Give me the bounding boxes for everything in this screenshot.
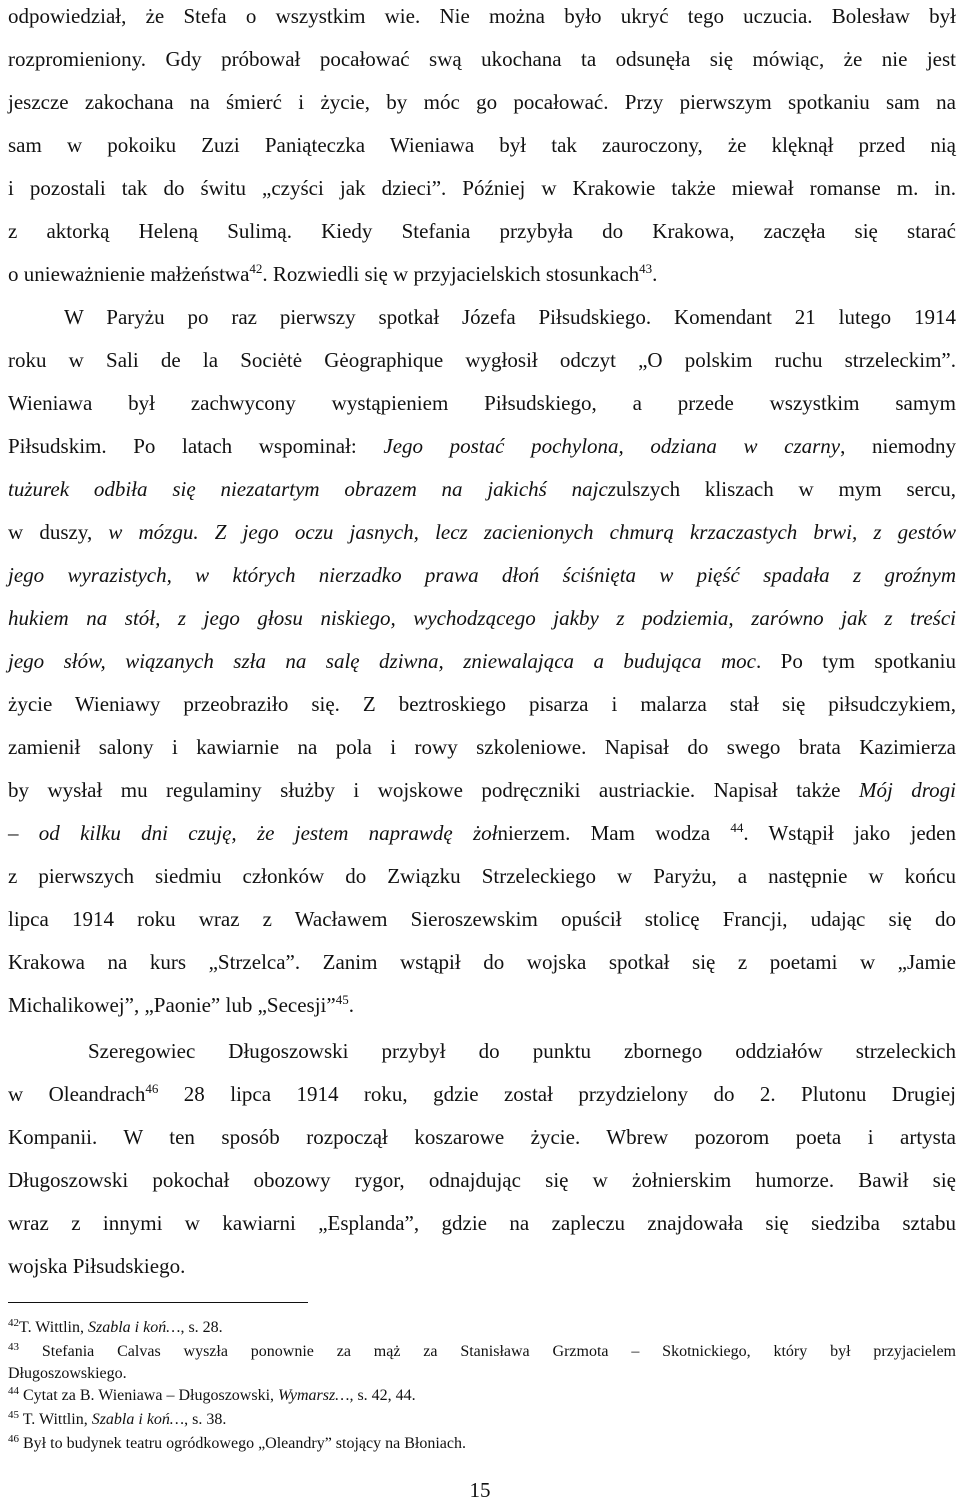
- text-line: jego słów, wiązanych szła na salę dziwna, zniewalająca a budująca moc. Po tym spotkaniu: [8, 649, 956, 673]
- text-line: Krakowa na kurs „Strzelca”. Zanim wstąpił do wojska spotkał się z poetami w „Jamie: [8, 950, 956, 974]
- text-line: Piłsudskim. Po latach wspominał: Jego postać pochylona, odziana w czarny, niemodny: [8, 434, 956, 458]
- text-line: rozpromieniony. Gdy próbował pocałować swą ukochana ta odsunęła się mówiąc, że nie jest: [8, 47, 956, 71]
- paragraph-first-line: W Paryżu po raz pierwszy spotkał Józefa Piłsudskiego. Komendant 21 lutego 1914: [64, 305, 956, 329]
- footnote-continuation: Długoszowskiego.: [8, 1365, 127, 1382]
- text-line: Wieniawa był zachwycony wystąpieniem Piłsudskiego, a przede wszystkim samym: [8, 391, 956, 415]
- quote-italic: Mój drogi: [858, 778, 956, 802]
- text-line: życie Wieniawy przeobraziło się. Z beztroskiego pisarza i malarza stał się piłsudczykiem,: [8, 692, 956, 716]
- text-line: o unieważnienie małżeństwa$^{42}$. Rozwiedli się w przyjacielskich stosunkach$^{43}$.: [8, 261, 658, 286]
- footnote-ref: 43: [639, 261, 653, 276]
- text-line: Kompanii. W ten sposób rozpoczął koszarowe życie. Wbrew pozorom poeta i artysta: [8, 1125, 956, 1149]
- text-line: roku w Sali de la Sociėtė Gėographique wygłosił odczyt „O polskim ruchu strzeleckim”.: [8, 348, 956, 372]
- text-line: odpowiedział, że Stefa o wszystkim wie. Nie można było ukryć tego uczucia. Bolesław był: [8, 4, 956, 28]
- text-line: Długoszowski pokochał obozowy rygor, odnajdując się w żołnierskim humorze. Bawił się: [8, 1168, 956, 1192]
- text-line: jeszcze zakochana na śmierć i życie, by móc go pocałować. Przy pierwszym spotkaniu sam na: [8, 90, 956, 114]
- text-line: wojska Piłsudskiego.: [8, 1254, 186, 1278]
- text-line: [8, 563, 956, 587]
- text-line: lipca 1914 roku wraz z Wacławem Sieroszewskim opuścił stolicę Francji, udając się do: [8, 907, 956, 931]
- text-line: by wysłał mu regulaminy służby i wojskowe podręczniki austriackie. Napisał także Mój drogi: [8, 778, 956, 802]
- text-line: – od kilku dni czuję, że jestem naprawdę żołnierzem. Mam wodza $^{44}$. Wstąpił jako jeden: [8, 820, 956, 845]
- page-number: 15: [469, 1478, 491, 1502]
- quote-italic: Jego postać pochylona, odziana w czarny: [383, 434, 841, 458]
- footnote: $^{43}$ Stefania Calvas wyszła ponownie za mąż za Stanisława Grzmota – Skotnickiego, który był przyjacielem: [8, 1341, 956, 1360]
- text-line: [8, 606, 956, 630]
- text-line: zamienił salony i kawiarnie na pola i rowy szkoleniowe. Napisał do swego brata Kazimierza: [8, 735, 956, 759]
- text-line: w duszy, w mózgu. Z jego oczu jasnych, lecz zacienionych chmurą krzaczastych brwi, z gestów: [8, 520, 956, 544]
- footnote-ref: 46: [145, 1081, 159, 1096]
- text-line: wraz z innymi w kawiarni „Esplanda”, gdzie na zapleczu znajdowała się siedziba sztabu: [8, 1211, 956, 1235]
- paragraph-first-line: Szeregowiec Długoszowski przybył do punktu zbornego oddziałów strzeleckich: [88, 1039, 956, 1063]
- quote-italic: jego słów, wiązanych szła na salę dziwna, zniewalająca a budująca moc: [8, 649, 756, 673]
- quote-italic: – od kilku dni czuję, że jestem naprawdę żoł: [8, 821, 498, 845]
- footnote: $^{46}$ Był to budynek teatru ogródkowego „Oleandry” stojący na Błoniach.: [8, 1433, 466, 1452]
- footnote-separator: [8, 1302, 308, 1303]
- footnote-ref: 44: [730, 820, 744, 835]
- text-line: Michalikowej”, „Paonie” lub „Secesji”$^{45}$.: [8, 992, 354, 1017]
- quote-italic: tużurek odbiła się niezatartym obrazem na jakichś najcz: [8, 477, 616, 501]
- text-line: z aktorką Heleną Sulimą. Kiedy Stefania przybyła do Krakowa, zaczęła się starać: [8, 219, 956, 243]
- footnote: $^{44}$ Cytat za B. Wieniawa – Długoszowski, Wymarsz…, s. 42, 44.: [8, 1385, 416, 1404]
- quote-italic: hukiem na stół, z jego głosu niskiego, wychodzącego jakby z podziemia, zarówno jak z treści: [8, 606, 956, 630]
- quote-italic: jego wyrazistych, w których nierzadko prawa dłoń ściśnięta w pięść spadała z groźnym: [8, 563, 956, 587]
- footnote: $^{45}$ T. Wittlin, Szabla i koń…, s. 38.: [8, 1409, 227, 1428]
- footnote: $^{42}$T. Wittlin, Szabla i koń…, s. 28.: [8, 1317, 223, 1336]
- text-line: w Oleandrach$^{46}$ 28 lipca 1914 roku, gdzie został przydzielony do 2. Plutonu Drugiej: [8, 1081, 956, 1106]
- footnote-ref: 45: [335, 992, 349, 1007]
- text-line: i pozostali tak do świtu „czyści jak dzieci”. Później w Krakowie także miewał romanse m. in.: [8, 176, 956, 200]
- text-line: tużurek odbiła się niezatartym obrazem na jakichś najczulszych kliszach w mym sercu,: [8, 477, 957, 501]
- footnote-ref: 42: [249, 261, 263, 276]
- text-line: z pierwszych siedmiu członków do Związku Strzeleckiego w Paryżu, a następnie w końcu: [8, 864, 956, 888]
- quote-italic: w mózgu. Z jego oczu jasnych, lecz zacienionych chmurą krzaczastych brwi, z gestów: [108, 520, 956, 544]
- text-line: sam w pokoiku Zuzi Paniąteczka Wieniawa był tak zauroczony, że klęknął przed nią: [8, 133, 956, 157]
